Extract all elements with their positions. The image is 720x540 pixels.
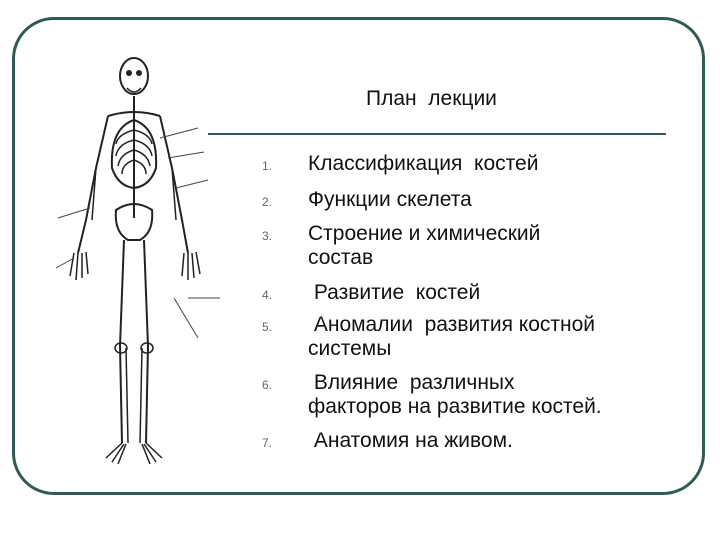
outline-number: 3. <box>262 229 273 243</box>
outline-number: 4. <box>262 288 273 302</box>
outline-text: Развитие костей <box>308 281 481 304</box>
outline-text: Функции скелета <box>308 188 472 211</box>
outline-text: Аномалии развития костной <box>308 313 596 336</box>
outline-number: 6. <box>262 378 273 392</box>
title-underline <box>208 133 666 135</box>
outline-number: 2. <box>262 195 273 209</box>
outline-number: 7. <box>262 436 273 450</box>
outline-text: Классификация костей <box>308 152 539 175</box>
outline-text: Влияние различных <box>308 371 515 394</box>
skull-icon <box>120 58 148 94</box>
slide-title: План лекции <box>366 87 497 110</box>
outline-text: Строение и химический <box>308 222 541 245</box>
outline-text-continuation: системы <box>308 337 392 360</box>
outline-text: Анатомия на живом. <box>308 429 513 452</box>
outline-text-continuation: состав <box>308 246 374 269</box>
outline-text-continuation: факторов на развитие костей. <box>308 395 602 418</box>
outline-number: 5. <box>262 320 273 334</box>
outline-number: 1. <box>262 159 273 173</box>
skeleton-illustration <box>48 48 228 478</box>
